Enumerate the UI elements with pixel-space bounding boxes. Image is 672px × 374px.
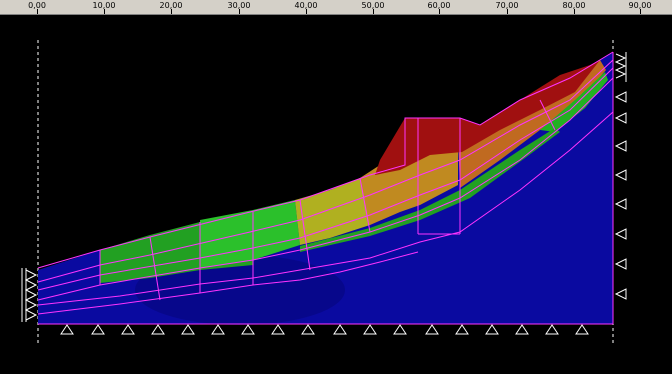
ruler-label-30: 30,00 (227, 1, 251, 10)
hatched-support-icon (616, 52, 626, 82)
triangle-up-icon (61, 325, 588, 334)
ruler-label-50: 50,00 (361, 1, 385, 10)
model-canvas[interactable] (0, 15, 672, 374)
ruler-label-40: 40,00 (294, 1, 318, 10)
horizontal-ruler (0, 0, 672, 15)
hatched-support-icon (22, 268, 36, 322)
ruler-label-0: 0,00 (28, 1, 46, 10)
ruler-label-90: 90,00 (628, 1, 652, 10)
ruler-label-80: 80,00 (562, 1, 586, 10)
triangle-left-icon (616, 92, 626, 299)
ruler-label-20: 20,00 (159, 1, 183, 10)
ruler-label-10: 10,00 (92, 1, 116, 10)
ruler-label-60: 60,00 (427, 1, 451, 10)
ruler-label-70: 70,00 (495, 1, 519, 10)
